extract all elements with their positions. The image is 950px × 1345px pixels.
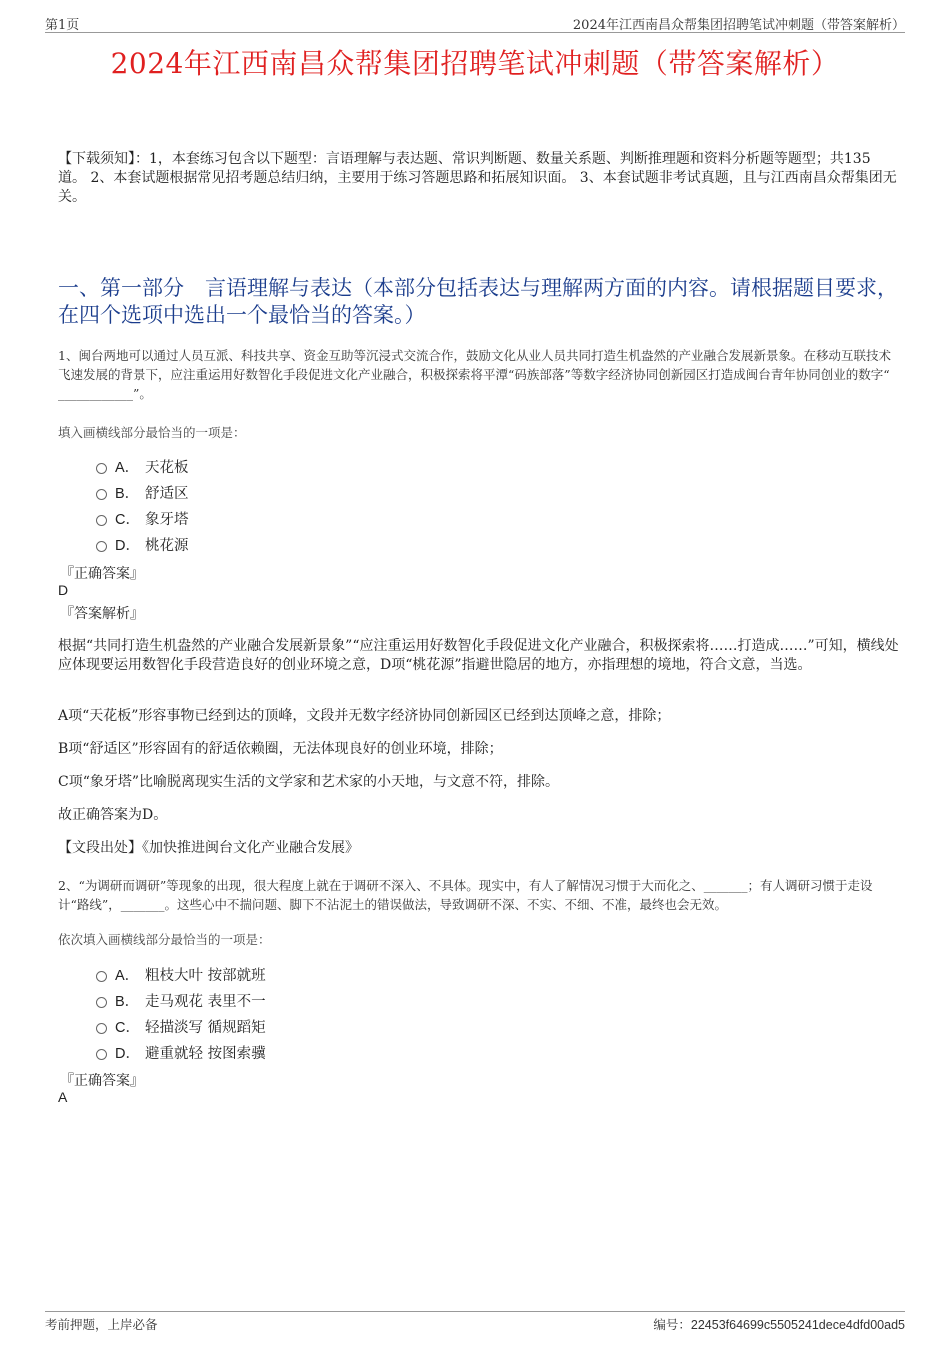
section-heading: 一、第一部分 言语理解与表达（本部分包括表达与理解两方面的内容。请根据题目要求，在四个选项中选出一个最恰当的答案。） bbox=[58, 276, 898, 327]
question-1-text: 1、闽台两地可以通过人员互派、科技共享、资金互助等沉浸式交流合作，鼓励文化从业人员共同打造生机盎然的产业融合发展新景象。在移动互联技术飞速发展的背景下，应注重运用好数智化手段促进文化产业融合，积极探索将平潭“码族部落”等数字经济协同创新园区打造成闽台青年协同创业的数字“ ____________”。 bbox=[58, 348, 891, 401]
download-notice: 【下载须知】：1，本套练习包含以下题型：言语理解与表达题、常识判断题、数量关系题、判断推理题和资料分析题等题型；共135道。 2、本套试题根据常见招考题总结归纳，主要用于练习答题思路和拓展知识面。 3、本套试题非考试真题，且与江西南昌众帮集团无关。 bbox=[58, 151, 897, 205]
option-a[interactable]: A． 天花板 bbox=[96, 453, 189, 479]
page-footer bbox=[45, 1311, 905, 1335]
option-c[interactable]: C． 象牙塔 bbox=[96, 505, 189, 531]
question-2-options bbox=[96, 961, 266, 1065]
question-2-instruction: 依次填入画横线部分最恰当的一项是： bbox=[58, 932, 271, 947]
source-citation: 【文段出处】《加快推进闽台文化产业融合发展》 bbox=[58, 840, 359, 856]
analysis-label: 『答案解析』 bbox=[60, 606, 144, 622]
radio-icon[interactable] bbox=[96, 997, 107, 1008]
page-number: 第1页 bbox=[45, 18, 80, 33]
option-b[interactable]: B． 走马观花 表里不一 bbox=[96, 987, 266, 1013]
radio-icon[interactable] bbox=[96, 971, 107, 982]
correct-answer-label: 『正确答案』 bbox=[60, 1073, 144, 1089]
analysis-paragraph-2: A项“天花板”形容事物已经到达的顶峰，文段并无数字经济协同创新园区已经到达顶峰之意，排除； bbox=[58, 708, 671, 724]
option-c[interactable]: C． 轻描淡写 循规蹈矩 bbox=[96, 1013, 266, 1039]
radio-icon[interactable] bbox=[96, 541, 107, 552]
correct-answer: A bbox=[58, 1089, 68, 1105]
radio-icon[interactable] bbox=[96, 489, 107, 500]
option-b[interactable]: B． 舒适区 bbox=[96, 479, 189, 505]
footer-slogan: 考前押题，上岸必备 bbox=[45, 1317, 158, 1332]
page-header bbox=[45, 14, 905, 33]
analysis-paragraph-4: C项“象牙塔”比喻脱离现实生活的文学家和艺术家的小天地，与文意不符，排除。 bbox=[58, 774, 560, 790]
radio-icon[interactable] bbox=[96, 463, 107, 474]
footer-doc-code bbox=[653, 1315, 905, 1333]
doc-code-label: 编号： bbox=[653, 1317, 691, 1332]
analysis-paragraph-1: 根据“共同打造生机盎然的产业融合发展新景象”“应注重运用好数智化手段促进文化产业融合，积极探索将……打造成……”可知，横线处应体现要运用数智化手段营造良好的创业环境之意，D项“桃花源”指避世隐居的地方，亦指理想的境地，符合文意，当选。 bbox=[58, 638, 899, 673]
analysis-conclusion: 故正确答案为D。 bbox=[58, 807, 168, 823]
option-d[interactable]: D． 桃花源 bbox=[96, 531, 189, 557]
document-title: 2024年江西南昌众帮集团招聘笔试冲刺题（带答案解析） bbox=[110, 47, 840, 80]
doc-code: 22453f64699c5505241dece4dfd00ad5 bbox=[690, 1318, 905, 1332]
question-1-instruction: 填入画横线部分最恰当的一项是： bbox=[58, 425, 246, 440]
question-1-options bbox=[96, 453, 189, 557]
option-d[interactable]: D． 避重就轻 按图索骥 bbox=[96, 1039, 266, 1065]
header-doc-title: 2024年江西南昌众帮集团招聘笔试冲刺题（带答案解析） bbox=[572, 18, 905, 33]
correct-answer-label: 『正确答案』 bbox=[60, 566, 144, 582]
radio-icon[interactable] bbox=[96, 1049, 107, 1060]
radio-icon[interactable] bbox=[96, 515, 107, 526]
option-a[interactable]: A． 粗枝大叶 按部就班 bbox=[96, 961, 266, 987]
correct-answer: D bbox=[58, 582, 69, 598]
radio-icon[interactable] bbox=[96, 1023, 107, 1034]
question-2-text: 2、“为调研而调研”等现象的出现，很大程度上就在于调研不深入、不具体。现实中，有人了解情况习惯于大而化之、_______；有人调研习惯于走设计“路线”，_______。这些心中不揣问题、脚下不沾泥土的错误做法，导致调研不深、不实、不细、不准，最终也会无效。 bbox=[58, 878, 873, 912]
analysis-paragraph-3: B项“舒适区”形容固有的舒适依赖圈，无法体现良好的创业环境，排除； bbox=[58, 741, 503, 757]
